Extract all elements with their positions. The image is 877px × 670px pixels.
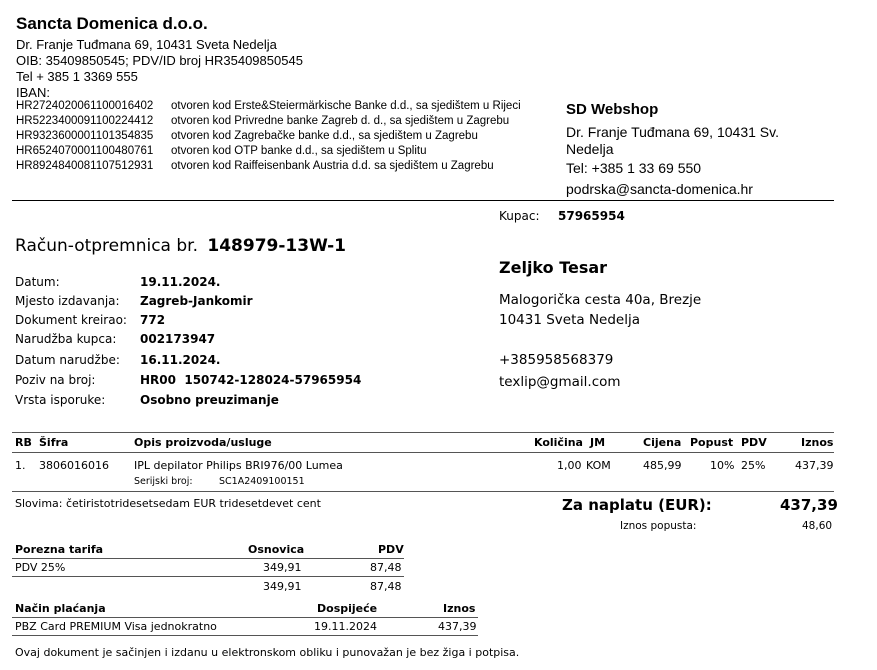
- bank-list: [16, 100, 521, 175]
- field-value: 002173947: [140, 332, 216, 346]
- cell-rb: 1.: [15, 459, 26, 472]
- bank-row: [16, 100, 521, 115]
- bank-desc: otvoren kod Raiffeisenbank Austria d.d. sa sjedištem u Zagrebu: [171, 160, 494, 172]
- discount-label: Iznos popusta:: [620, 520, 697, 532]
- invoice-number: 148979-13W-1: [207, 236, 346, 256]
- customer-email: texlip@gmail.com: [499, 374, 621, 390]
- tax-cell-tarifa: PDV 25%: [15, 561, 66, 574]
- field-label: Poziv na broj:: [15, 373, 96, 387]
- field-value: Zagreb-Jankomir: [140, 294, 253, 308]
- bank-row: [16, 145, 521, 160]
- invoice-title: [15, 236, 346, 256]
- header-divider: [12, 200, 834, 201]
- kupac-id: 57965954: [558, 209, 625, 223]
- th-jm: JM: [590, 436, 606, 449]
- field-value: 16.11.2024.: [140, 353, 221, 367]
- field-value: Osobno preuzimanje: [140, 393, 279, 407]
- bank-desc: otvoren kod OTP banke d.d., sa sjedištem u Splitu: [171, 145, 427, 157]
- amount-in-words: Slovima: četiristotridesetsedam EUR tridesetdevet cent: [15, 497, 321, 510]
- customer-phone: +385958568379: [499, 352, 614, 368]
- field-label: Narudžba kupca:: [15, 332, 117, 346]
- customer-name: Zeljko Tesar: [499, 258, 608, 277]
- za-naplatu-label: Za naplatu (EUR):: [562, 496, 712, 514]
- bank-desc: otvoren kod Zagrebačke banke d.d., sa sjedištem u Zagrebu: [171, 130, 478, 142]
- field-value: HR00 150742-128024-57965954: [140, 373, 362, 387]
- th-pdv: PDV: [741, 436, 767, 449]
- cell-serial-label: Serijski broj:: [134, 476, 193, 487]
- bank-row: [16, 115, 521, 130]
- items-table-header-rule: [12, 452, 834, 453]
- cell-jm: KOM: [586, 459, 611, 472]
- webshop-address-line2: Nedelja: [566, 141, 614, 157]
- bank-iban: HR6524070001100480761: [16, 145, 154, 157]
- company-tel: Tel + 385 1 3369 555: [16, 69, 138, 84]
- bank-desc: otvoren kod Privredne banke Zagreb d. d., sa sjedištem u Zagrebu: [171, 115, 510, 127]
- field-label: Datum:: [15, 275, 60, 289]
- iban-label: IBAN:: [16, 85, 50, 100]
- pay-th-dospijece: Dospijeće: [317, 602, 378, 615]
- field-label: Dokument kreirao:: [15, 313, 127, 327]
- bank-desc: otvoren kod Erste&Steiermärkische Banke d.d., sa sjedištem u Rijeci: [171, 100, 521, 112]
- pay-cell-nacin: PBZ Card PREMIUM Visa jednokratno: [15, 620, 217, 633]
- discount-amount: 48,60: [802, 520, 833, 532]
- cell-kolicina: 1,00: [557, 459, 582, 472]
- cell-cijena: 485,99: [643, 459, 682, 472]
- cell-popust: 10%: [710, 459, 735, 472]
- za-naplatu-amount: 437,39: [780, 496, 838, 514]
- th-iznos: Iznos: [801, 436, 834, 449]
- tax-cell-osnovica: 349,91: [263, 561, 302, 574]
- bank-iban: HR5223400091100224412: [16, 115, 154, 127]
- items-table-top-rule: [12, 432, 834, 433]
- tax-th-tarifa: Porezna tarifa: [15, 543, 104, 556]
- field-value: 772: [140, 313, 166, 327]
- webshop-tel: Tel: +385 1 33 69 550: [566, 160, 702, 176]
- company-oib: OIB: 35409850545; PDV/ID broj HR35409850545: [16, 53, 303, 68]
- th-cijena: Cijena: [643, 436, 682, 449]
- pay-table-bottom-rule: [12, 635, 478, 636]
- tax-th-pdv: PDV: [378, 543, 404, 556]
- cell-serial: SC1A2409100151: [219, 476, 305, 487]
- pay-table-header-rule: [12, 617, 478, 618]
- bank-row: [16, 130, 521, 145]
- bank-iban: HR9323600001101354835: [16, 130, 154, 142]
- invoice-title-prefix: Račun-otpremnica br.: [15, 236, 198, 256]
- pay-cell-iznos: 437,39: [438, 620, 477, 633]
- webshop-title: SD Webshop: [566, 101, 659, 118]
- field-value: 19.11.2024.: [140, 275, 221, 289]
- tax-total-pdv: 87,48: [370, 580, 402, 593]
- pay-th-iznos: Iznos: [443, 602, 476, 615]
- th-popust: Popust: [690, 436, 734, 449]
- th-rb: RB: [15, 436, 32, 449]
- pay-th-nacin: Način plaćanja: [15, 602, 106, 615]
- footer-note: Ovaj dokument je sačinjen i izdanu u elektronskom obliku i punovažan je bez žiga i potpisa.: [15, 646, 520, 659]
- tax-table-sum-rule: [12, 576, 404, 577]
- company-name: Sancta Domenica d.o.o.: [16, 14, 208, 33]
- tax-total-osnovica: 349,91: [263, 580, 302, 593]
- tax-table-header-rule: [12, 558, 404, 559]
- bank-iban: HR2724020061100016402: [16, 100, 154, 112]
- bank-iban: HR8924840081107512931: [16, 160, 154, 172]
- th-opis: Opis proizvoda/usluge: [134, 436, 272, 449]
- cell-iznos: 437,39: [795, 459, 834, 472]
- cell-pdv: 25%: [741, 459, 766, 472]
- kupac-label: Kupac:: [499, 209, 540, 223]
- field-label: Mjesto izdavanja:: [15, 294, 120, 308]
- th-kolicina: Količina: [534, 436, 583, 449]
- customer-street: Malogorička cesta 40a, Brezje: [499, 292, 702, 308]
- company-address: Dr. Franje Tuđmana 69, 10431 Sveta Nedelja: [16, 37, 277, 52]
- field-label: Datum narudžbe:: [15, 353, 120, 367]
- tax-th-osnovica: Osnovica: [248, 543, 305, 556]
- customer-city: 10431 Sveta Nedelja: [499, 312, 641, 328]
- pay-cell-dospijece: 19.11.2024: [314, 620, 377, 633]
- cell-sifra: 3806016016: [39, 459, 109, 472]
- bank-row: [16, 160, 521, 175]
- field-label: Vrsta isporuke:: [15, 393, 106, 407]
- th-sifra: Šifra: [39, 436, 69, 449]
- tax-cell-pdv: 87,48: [370, 561, 402, 574]
- webshop-email: podrska@sancta-domenica.hr: [566, 181, 753, 197]
- items-table-bottom-rule: [12, 491, 834, 492]
- webshop-address-line1: Dr. Franje Tuđmana 69, 10431 Sv.: [566, 124, 779, 140]
- cell-opis: IPL depilator Philips BRI976/00 Lumea: [134, 459, 343, 472]
